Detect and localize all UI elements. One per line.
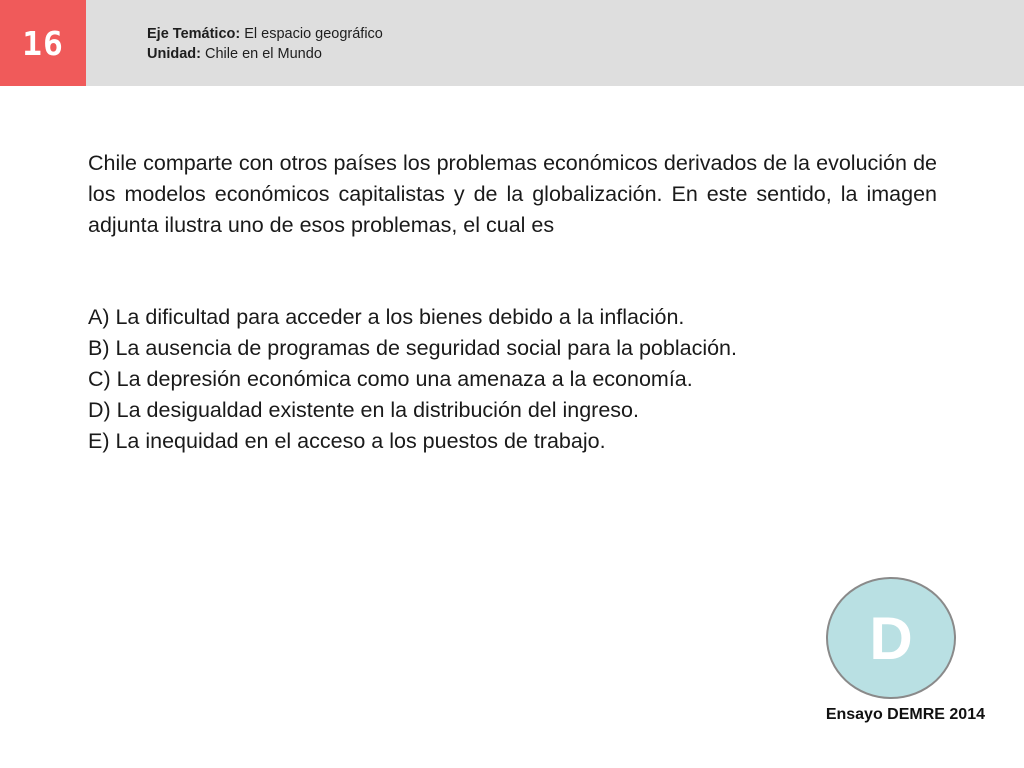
unidad-row [147, 44, 383, 64]
question-number-badge: 16 [0, 0, 86, 86]
eje-tematico-label: Eje Temático: [147, 26, 241, 42]
unidad-label: Unidad: [147, 46, 201, 62]
eje-tematico-value: El espacio geográfico [244, 26, 383, 42]
option-c: C) La depresión económica como una amenaza a la economía. [88, 367, 693, 391]
topic-info [147, 24, 383, 64]
option-b: B) La ausencia de programas de seguridad social para la población. [88, 336, 737, 360]
correct-answer-circle [826, 577, 956, 699]
option-d: D) La desigualdad existente en la distribución del ingreso. [88, 398, 639, 422]
option-a: A) La dificultad para acceder a los bienes debido a la inflación. [88, 305, 685, 329]
correct-answer-letter: D [869, 604, 913, 672]
question-text: Chile comparte con otros países los problemas económicos derivados de la evolución de los modelos económicos capitalistas y de la globalización. En este sentido, la imagen adjunta ilustra uno de esos problemas, el cual es [88, 151, 937, 237]
answer-options [88, 302, 948, 457]
option-e: E) La inequidad en el acceso a los puestos de trabajo. [88, 429, 606, 453]
eje-tematico-row [147, 24, 383, 44]
unidad-value: Chile en el Mundo [205, 46, 322, 62]
source-citation: Ensayo DEMRE 2014 [825, 706, 985, 723]
